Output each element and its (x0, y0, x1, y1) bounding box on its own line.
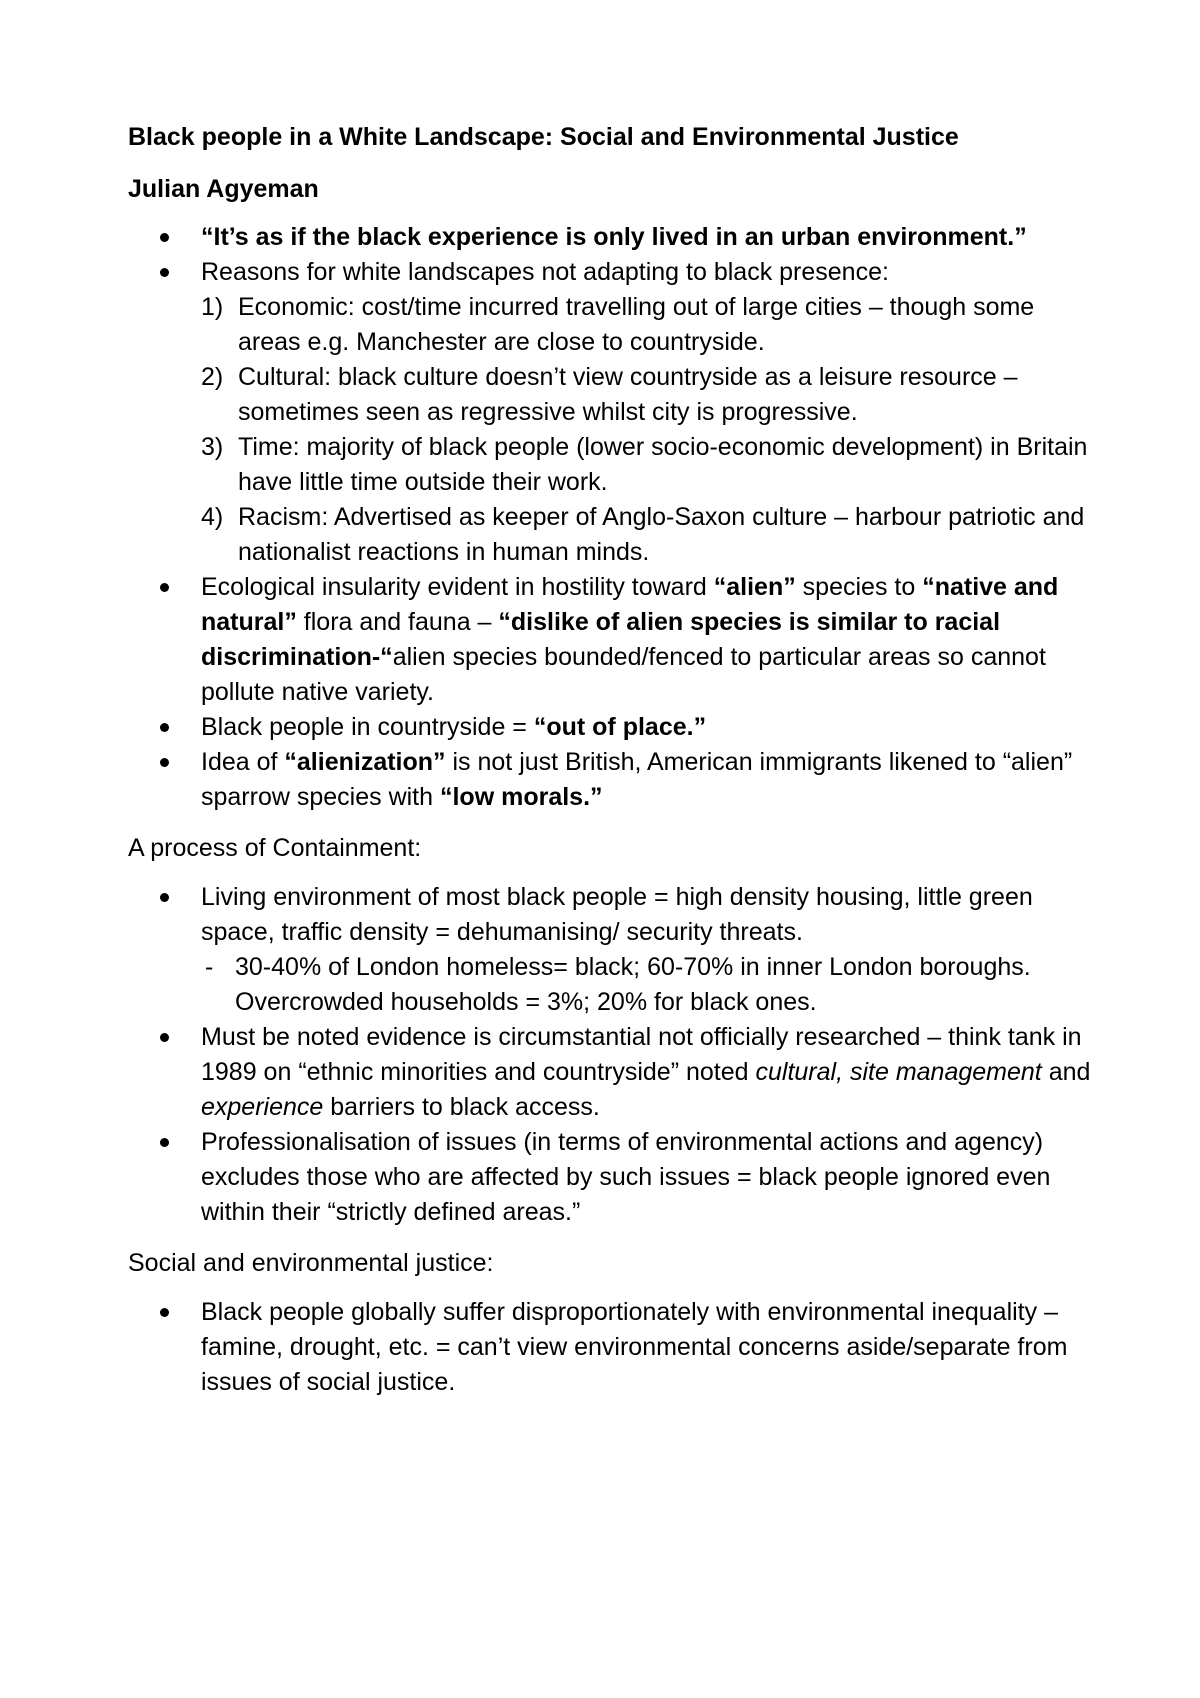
quote-text: “It’s as if the black experience is only lived in an urban environment.” (201, 223, 1027, 251)
bullet-icon (160, 758, 169, 767)
numbered-item-text: Racism: Advertised as keeper of Anglo-Saxon culture – harbour patriotic and nationalist reactions in human minds. (238, 503, 1085, 566)
text-run: barriers to black access. (323, 1093, 600, 1121)
bold-run: “native and natural” (201, 573, 1059, 636)
number-marker: 1) (201, 293, 224, 321)
bullet-icon (160, 268, 169, 277)
bullet-icon (160, 233, 169, 242)
list-item (128, 1295, 1100, 1400)
number-marker: 2) (201, 363, 224, 391)
text-run: species to (795, 573, 923, 601)
list-item-text: Professionalisation of issues (in terms of environmental actions and agency) excludes those who are affected by such issues = black people ignored even within their “strictly defined areas.” (201, 1128, 1051, 1226)
list-item-text: Reasons for white landscapes not adapting to black presence: (201, 258, 889, 286)
numbered-item-text: Cultural: black culture doesn’t view countryside as a leisure resource – sometimes seen as regressive whilst city is progressive. (238, 363, 1018, 426)
bullet-icon (160, 583, 169, 592)
numbered-item-text: Economic: cost/time incurred travelling out of large cities – though some areas e.g. Manchester are close to countryside. (238, 293, 1035, 356)
list-item (128, 1020, 1100, 1125)
numbered-item-text: Time: majority of black people (lower socio-economic development) in Britain have little time outside their work. (238, 433, 1088, 496)
list-item (128, 710, 1100, 745)
reasons-list (201, 290, 1100, 570)
number-marker: 4) (201, 503, 224, 531)
document-author: Julian Agyeman (128, 175, 319, 203)
text-run: alien species bounded/fenced to particular areas so cannot pollute native variety. (201, 643, 1046, 706)
text-run: Must be noted evidence is circumstantial not officially researched – think tank in 1989 on “ethnic minorities and countryside” noted (201, 1023, 1082, 1086)
bullet-icon (160, 1033, 169, 1042)
bold-run: “dislike of alien species is similar to racial discrimination-“ (201, 608, 1001, 671)
bold-run: “alien” (713, 573, 796, 601)
italic-run: cultural, site management (755, 1058, 1042, 1086)
list-item (128, 255, 1100, 570)
text-run: is not just British, American immigrants likened to “alien” sparrow species with (201, 748, 1073, 811)
bold-run: “out of place.” (533, 713, 707, 741)
list-item (128, 570, 1100, 710)
section1-list (128, 220, 1100, 815)
section3-list (128, 1295, 1100, 1400)
bold-run: “low morals.” (439, 783, 603, 811)
numbered-item (201, 290, 1100, 360)
bullet-icon (160, 1308, 169, 1317)
bullet-icon (160, 723, 169, 732)
bold-run: “alienization” (284, 748, 446, 776)
sub-list-text: 30-40% of London homeless= black; 60-70% in inner London boroughs. Overcrowded households = 3%; 20% for black ones. (235, 953, 1031, 1016)
text-run: Black people in countryside = (201, 713, 534, 741)
text-run: Ecological insularity evident in hostility toward (201, 573, 714, 601)
text-run: Idea of (201, 748, 285, 776)
sub-list (201, 950, 1100, 1020)
section2-list (128, 880, 1100, 1230)
numbered-item (201, 500, 1100, 570)
list-item (128, 880, 1100, 1020)
section-heading-justice: Social and environmental justice: (128, 1249, 494, 1277)
numbered-item (201, 430, 1100, 500)
italic-run: experience (201, 1093, 324, 1121)
text-run: flora and fauna – (296, 608, 499, 636)
bullet-icon (160, 893, 169, 902)
document-title: Black people in a White Landscape: Social and Environmental Justice (128, 123, 959, 151)
list-item (128, 220, 1100, 255)
list-item-text: Black people globally suffer disproportionately with environmental inequality –famine, drought, etc. = can’t view environmental concerns aside/separate from issues of social justice. (201, 1298, 1068, 1396)
list-item (128, 1125, 1100, 1230)
number-marker: 3) (201, 433, 224, 461)
bullet-icon (160, 1138, 169, 1147)
dash-marker: - (205, 953, 214, 981)
text-run: and (1041, 1058, 1091, 1086)
numbered-item (201, 360, 1100, 430)
list-item (128, 745, 1100, 815)
sub-list-item (201, 950, 1100, 1020)
section-heading-containment: A process of Containment: (128, 834, 422, 862)
list-item-text: Living environment of most black people = high density housing, little green space, traffic density = dehumanising/ security threats. (201, 883, 1033, 946)
